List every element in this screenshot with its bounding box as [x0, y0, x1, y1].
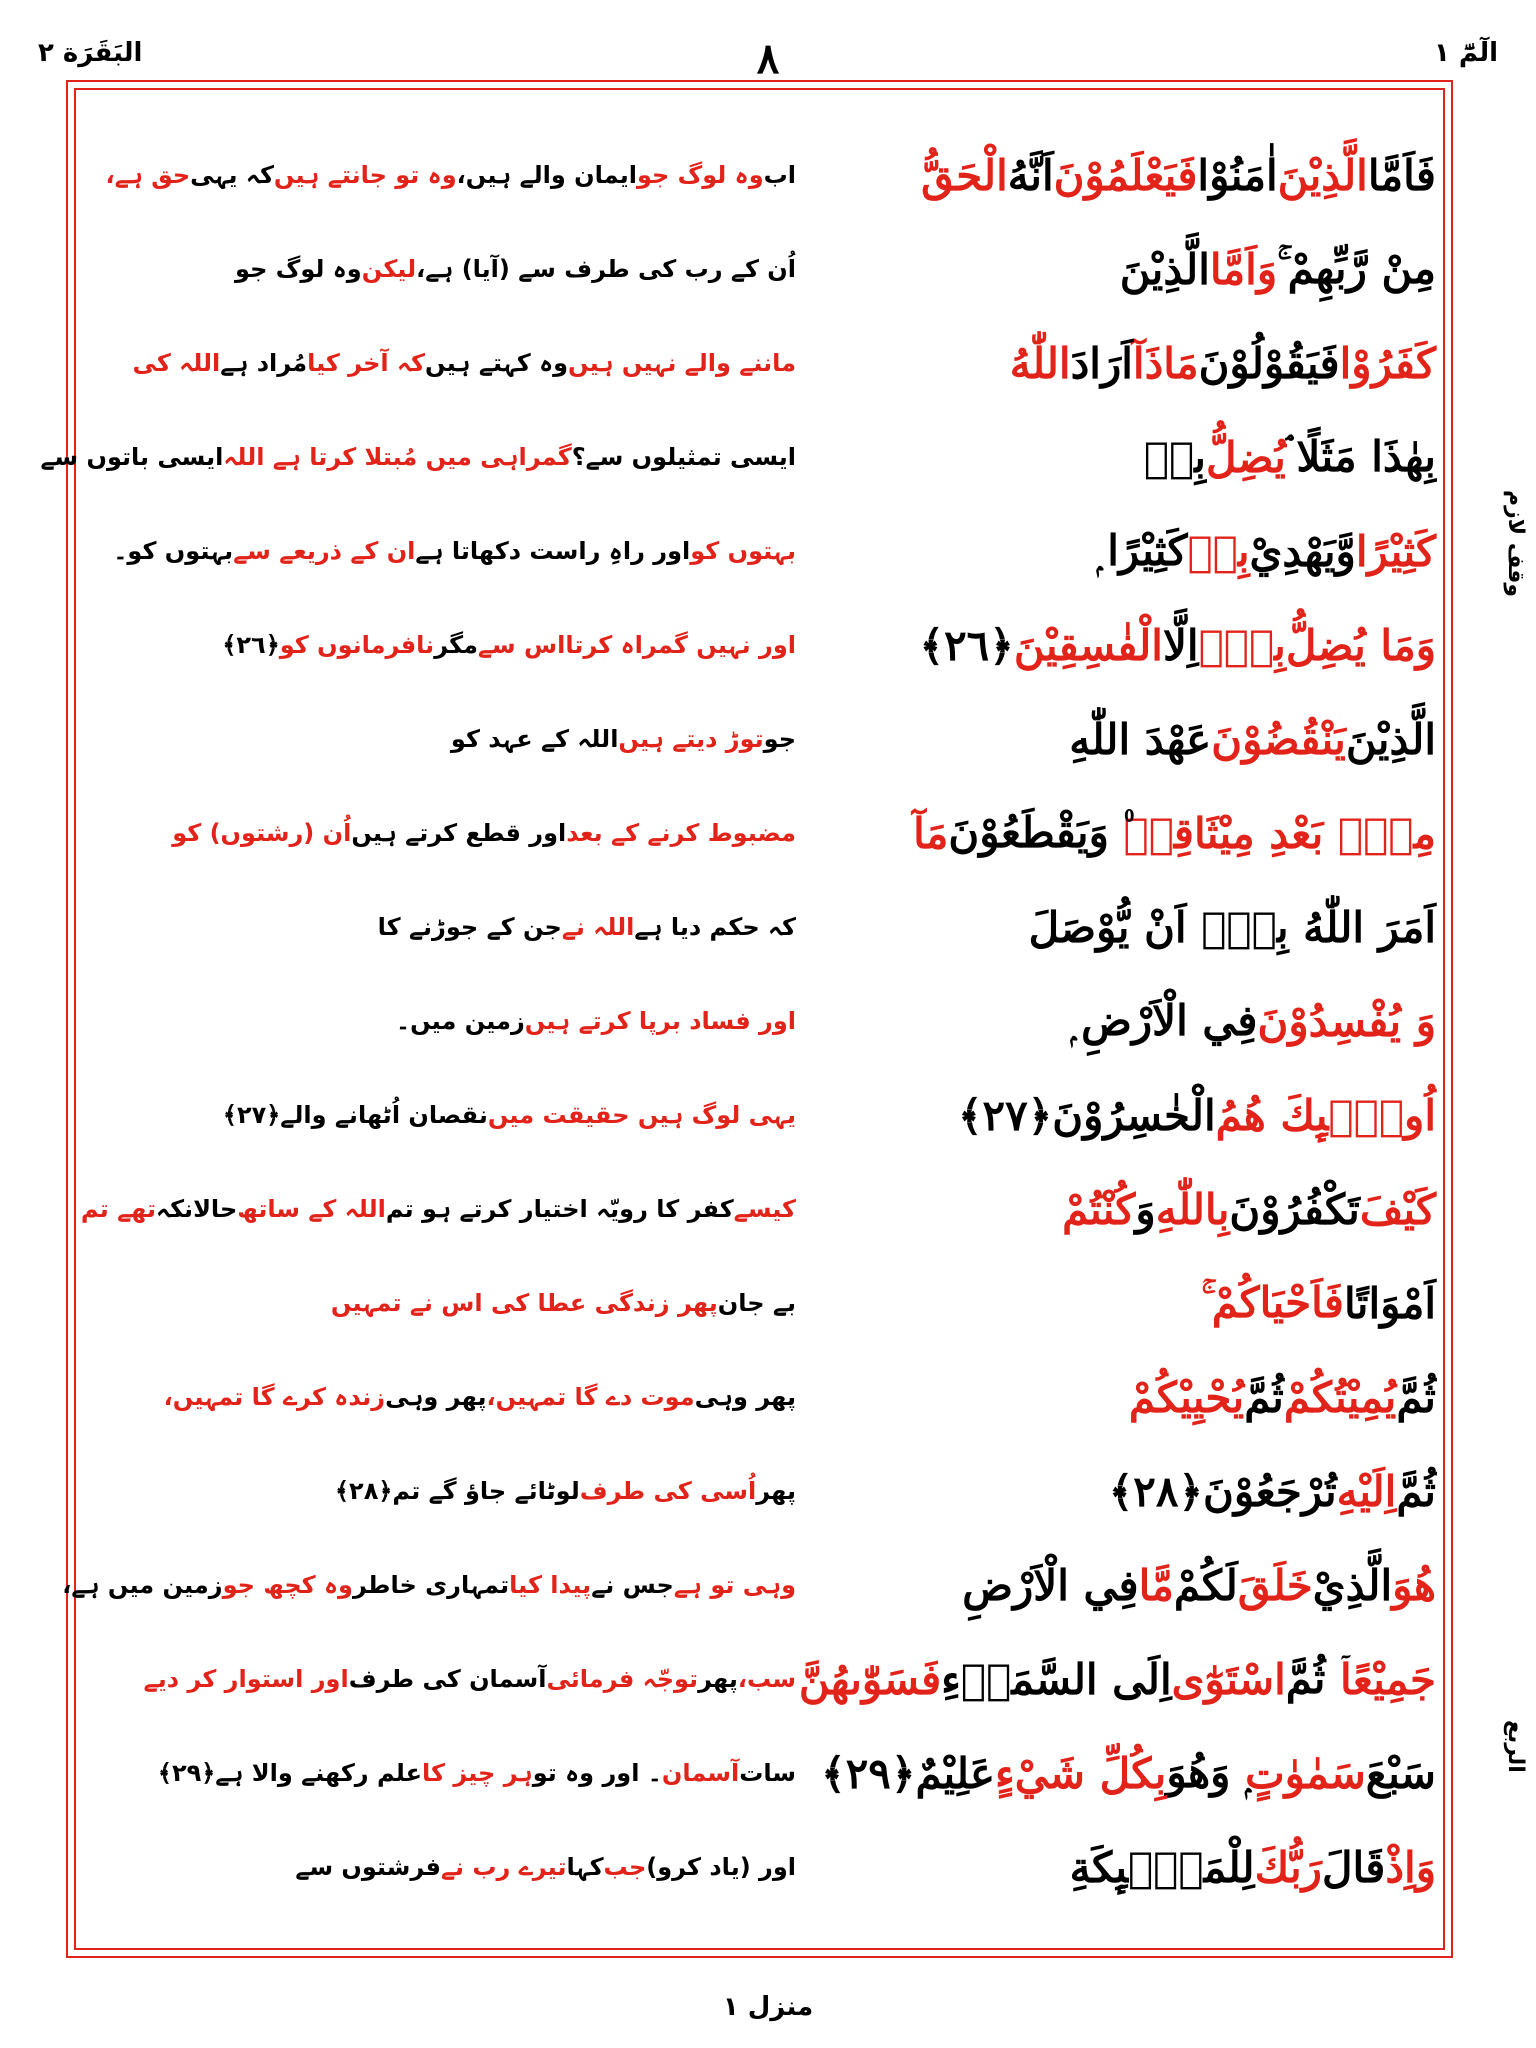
- text-segment: وہ تو جانتے ہیں: [273, 161, 457, 189]
- text-segment: اللہ کے ساتھ: [237, 1195, 386, 1223]
- text-segment: وَاِذْ: [1385, 1842, 1436, 1892]
- arabic-line: [798, 1632, 1436, 1726]
- text-segment: ۤ ثُمَّ: [1285, 1654, 1341, 1703]
- text-segment: كُنْتُمْ: [1062, 1184, 1136, 1234]
- text-segment: ۔ اور وہ تو: [532, 1759, 662, 1787]
- text-segment: عَهْدَ اللّٰهِ: [1069, 714, 1212, 764]
- text-segment: مگر: [434, 631, 478, 659]
- text-segment: الْخٰسِرُوْنَ: [1052, 1090, 1216, 1140]
- arabic-line: [836, 974, 1436, 1068]
- text-segment: ایسی تمثیلوں سے؟: [571, 443, 796, 471]
- text-segment: توجّہ فرمائی: [546, 1665, 699, 1693]
- text-segment: كَثِيْرًا ۭ: [1096, 526, 1188, 575]
- urdu-translation-column: [40, 128, 796, 1914]
- text-segment: کفر کا رویّہ اختیار کرتے ہو تم: [385, 1195, 734, 1223]
- urdu-line: [96, 128, 796, 222]
- text-segment: وہ کچھ جو: [222, 1571, 353, 1599]
- urdu-line: [96, 1068, 796, 1162]
- text-segment: لیکن: [361, 255, 417, 283]
- footer-manzil: منزل ١: [722, 1992, 814, 2022]
- arabic-line: [836, 410, 1436, 504]
- text-segment: کہ یہی: [190, 161, 274, 189]
- text-segment: وَاَمَّا: [1209, 244, 1278, 294]
- text-segment: وہ لوگ جو: [636, 161, 764, 189]
- text-segment: وہ لوگ جو: [235, 255, 362, 283]
- text-segment: تھے تم: [80, 1195, 157, 1223]
- text-segment: جو: [763, 725, 796, 753]
- text-segment: وہی تو ہے: [673, 1571, 796, 1599]
- text-segment: وَ: [1135, 1184, 1156, 1234]
- urdu-line: [96, 1820, 796, 1914]
- text-segment: ﴿٢٩﴾: [821, 1748, 916, 1798]
- text-segment: فِي الْاَرْضِ: [962, 1560, 1139, 1610]
- text-segment: تُرْجَعُوْنَ: [1203, 1466, 1337, 1516]
- arabic-text-column: [798, 128, 1436, 1914]
- text-segment: پھر وہی: [694, 1383, 796, 1411]
- text-segment: سب،: [737, 1665, 796, 1693]
- text-segment: ﴿٢٧﴾: [957, 1090, 1053, 1140]
- text-segment: الْحَقُّ: [921, 150, 1008, 200]
- text-segment: جس نے: [591, 1571, 674, 1599]
- text-segment: اِلَّا: [1162, 620, 1199, 670]
- margin-note-waqf: وقف لازم: [1503, 490, 1528, 598]
- text-segment: لَكُمْ: [1173, 1560, 1238, 1610]
- text-segment: ثُمَّ: [1396, 1372, 1436, 1422]
- text-segment: كَيْفَ: [1359, 1184, 1436, 1234]
- text-segment: اور استوار کر دیے: [143, 1665, 349, 1693]
- text-segment: کہ آخر کیا: [307, 349, 426, 377]
- arabic-line: [836, 786, 1436, 880]
- text-segment: وَّيَهْدِيْ: [1249, 526, 1356, 576]
- urdu-line: [40, 410, 796, 504]
- text-segment: بہتوں کو۔: [113, 537, 234, 565]
- text-segment: مَآ: [913, 808, 949, 858]
- text-segment: فِي الْاَرْضِ ۭ: [1070, 996, 1258, 1045]
- text-segment: هُوَ: [1392, 1560, 1436, 1610]
- text-segment: الْفٰسِقِيْنَ: [1013, 620, 1163, 670]
- text-segment: الَّذِيْنَ: [1119, 244, 1210, 294]
- text-segment: اللہ کے عہد کو: [450, 725, 619, 753]
- text-segment: ماننے والے نہیں ہیں: [568, 349, 796, 377]
- arabic-line: [836, 1162, 1436, 1256]
- text-segment: اُن کے رب کی طرف سے (آیا) ہے،: [416, 255, 796, 283]
- text-segment: اَمْوَاتًا: [1343, 1278, 1436, 1328]
- text-segment: رَبُّكَ: [1254, 1842, 1322, 1892]
- urdu-line: [96, 1726, 796, 1820]
- text-segment: ثُمَّ: [1396, 1466, 1436, 1516]
- text-segment: فَيَقُوْلُوْنَ: [1198, 338, 1340, 388]
- text-segment: جب: [603, 1853, 647, 1881]
- text-segment: اور فساد برپا کرتے ہیں: [524, 1007, 796, 1035]
- urdu-line: [96, 1632, 796, 1726]
- text-segment: پھر: [698, 1665, 738, 1693]
- text-segment: حق ہے،: [105, 161, 191, 189]
- text-segment: پھر: [756, 1477, 796, 1505]
- urdu-line: [80, 1162, 796, 1256]
- text-segment: ﴿٢٦﴾: [222, 631, 280, 659]
- header-surah-name: البَقَرَة ٢: [38, 38, 143, 68]
- text-segment: مضبوط کرنے کے بعد: [566, 819, 796, 847]
- text-segment: اس سے: [477, 631, 566, 659]
- text-segment: لِلْمَلٰۗىِٕكَةِ: [1069, 1842, 1255, 1892]
- text-segment: آسمان: [661, 1759, 740, 1787]
- text-segment: بِاللّٰهِ: [1155, 1184, 1230, 1234]
- text-segment: نقصان اُٹھانے والے: [280, 1101, 488, 1129]
- text-segment: پھر زندگی عطا کی اس نے تمہیں: [330, 1289, 718, 1317]
- text-segment: يُحْيِيْكُمْ: [1128, 1372, 1245, 1422]
- text-segment: جَمِيْعًا: [1340, 1654, 1436, 1704]
- text-segment: عَلِيْمٌ: [915, 1748, 996, 1798]
- text-segment: بے جان: [717, 1289, 796, 1317]
- text-segment: فَاَحْيَاكُمْ ۚ: [1201, 1278, 1344, 1327]
- text-segment: فرشتوں سے: [295, 1853, 441, 1881]
- text-segment: ایسی باتوں سے: [40, 443, 224, 471]
- arabic-line: [836, 692, 1436, 786]
- text-segment: فَاَمَّا: [1367, 150, 1436, 200]
- text-segment: الَّذِيْنَ: [1345, 714, 1436, 764]
- arabic-line: [836, 128, 1436, 222]
- text-segment: اَنَّهُ: [1007, 150, 1054, 200]
- text-segment: بِكُلِّ شَيْءٍ: [995, 1748, 1167, 1798]
- text-segment: گمراہی میں مُبتلا کرتا ہے اللہ: [223, 443, 572, 471]
- urdu-line: [96, 974, 796, 1068]
- text-segment: وَ يُفْسِدُوْنَ: [1257, 996, 1436, 1046]
- urdu-line: [96, 598, 796, 692]
- text-segment: حالانکہ: [156, 1195, 238, 1223]
- text-segment: تیرے رب نے: [440, 1853, 567, 1881]
- text-segment: پیدا کیا: [509, 1571, 592, 1599]
- arabic-line: [836, 1068, 1436, 1162]
- arabic-line: [836, 598, 1436, 692]
- text-segment: كَفَرُوْا: [1339, 338, 1436, 388]
- text-segment: ﴿٢٦﴾: [919, 620, 1014, 670]
- urdu-line: [96, 222, 796, 316]
- text-segment: کیسے: [733, 1195, 796, 1223]
- text-segment: الَّذِيْ: [1312, 1560, 1393, 1610]
- text-segment: لوٹائے جاؤ گے تم: [392, 1477, 580, 1505]
- text-segment: اللّٰهُ: [1009, 338, 1071, 388]
- text-segment: اور (یاد کرو): [646, 1853, 796, 1881]
- text-segment: وَمَا يُضِلُّ: [1285, 620, 1436, 670]
- arabic-line: [836, 1538, 1436, 1632]
- text-segment: ۠ وَيَقْطَعُوْنَ: [948, 808, 1124, 857]
- arabic-line: [821, 1726, 1436, 1820]
- arabic-line: [836, 1820, 1436, 1914]
- text-segment: پھر وہی: [385, 1383, 487, 1411]
- text-segment: اَمَرَ اللّٰهُ بِهٖٓ اَنْ يُّوْصَلَ: [1028, 902, 1436, 952]
- text-segment: زمین میں ہے،: [62, 1571, 223, 1599]
- text-segment: ہر چیز کا: [422, 1759, 533, 1787]
- text-segment: يُمِيْتُكُمْ: [1283, 1372, 1397, 1422]
- text-segment: بِهٖ: [1187, 526, 1250, 576]
- text-segment: بہتوں کو: [690, 537, 796, 565]
- text-segment: اب: [763, 161, 796, 189]
- text-segment: ایمان والے ہیں،: [456, 161, 637, 189]
- text-segment: زمین میں۔: [396, 1007, 525, 1035]
- arabic-line: [836, 1444, 1436, 1538]
- text-segment: ثُمَّ: [1244, 1372, 1284, 1422]
- text-segment: اور راہِ راست دکھاتا ہے: [415, 537, 691, 565]
- urdu-line: [96, 692, 796, 786]
- text-segment: مَاذَآ: [1132, 338, 1199, 388]
- arabic-line: [836, 880, 1436, 974]
- urdu-line: [96, 786, 796, 880]
- text-segment: ﴿٢٩﴾: [157, 1759, 216, 1787]
- text-segment: فَيَعْلَمُوْنَ: [1053, 150, 1198, 200]
- text-segment: اٰمَنُوْا: [1197, 150, 1278, 200]
- arabic-line: [836, 504, 1436, 598]
- text-segment: توڑ دیتے ہیں: [618, 725, 764, 753]
- urdu-line: [96, 1256, 796, 1350]
- text-segment: اللہ کی: [132, 349, 221, 377]
- text-segment: اُولٰۗىِٕكَ هُمُ: [1215, 1090, 1436, 1140]
- text-segment: علم رکھنے والا ہے: [215, 1759, 422, 1787]
- text-segment: موت دے گا تمہیں،: [486, 1383, 695, 1411]
- text-segment: سَبْعَ: [1365, 1748, 1436, 1798]
- arabic-line: [836, 316, 1436, 410]
- text-segment: مُراد ہے: [220, 349, 308, 377]
- text-segment: نافرمانوں کو: [279, 631, 435, 659]
- urdu-line: [62, 1538, 796, 1632]
- text-segment: ﴿٢٨﴾: [1108, 1466, 1204, 1516]
- text-segment: اللہ نے: [561, 913, 635, 941]
- text-segment: فَسَوّٰىھُنَّ: [798, 1654, 942, 1704]
- text-segment: بِهٖٓ: [1198, 620, 1286, 670]
- text-segment: مَّا: [1138, 1560, 1174, 1610]
- text-segment: اور قطع کرتے ہیں: [351, 819, 567, 847]
- text-segment: مِنْ رَّبِّهِمْ ۚ: [1277, 244, 1436, 293]
- text-segment: یہی لوگ ہیں حقیقت میں: [487, 1101, 796, 1129]
- arabic-line: [836, 222, 1436, 316]
- text-segment: اور نہیں گمراہ کرتا: [565, 631, 796, 659]
- urdu-line: [96, 316, 796, 410]
- text-segment: الَّذِيْنَ: [1277, 150, 1368, 200]
- header-surah-juz: الٓمّٓ ١: [1434, 38, 1498, 68]
- text-segment: اِلَيْهِ: [1336, 1466, 1397, 1516]
- text-segment: سات: [739, 1759, 796, 1787]
- text-segment: تَكْفُرُوْنَ: [1229, 1184, 1360, 1234]
- text-segment: اَرَادَ: [1070, 338, 1133, 388]
- arabic-line: [836, 1256, 1436, 1350]
- text-segment: اسْتَوٰٓى: [1171, 1654, 1286, 1704]
- urdu-line: [96, 1350, 796, 1444]
- text-segment: مِنْۢ بَعْدِ مِيْثَاقِهٖ: [1123, 808, 1436, 858]
- text-segment: يَنْقُضُوْنَ: [1211, 714, 1346, 764]
- text-segment: اُسی کی طرف: [579, 1477, 757, 1505]
- text-segment: ﴿٢٨﴾: [334, 1477, 393, 1505]
- text-segment: بِهٰذَا مَثَلًا ۘ: [1285, 432, 1436, 481]
- text-segment: كَثِيْرًا: [1355, 526, 1436, 576]
- text-segment: ﴿٢٧﴾: [222, 1101, 281, 1129]
- text-segment: زندہ کرے گا تمہیں،: [163, 1383, 386, 1411]
- text-segment: اُن (رشتوں) کو: [172, 819, 352, 847]
- urdu-line: [96, 880, 796, 974]
- text-segment: قَالَ: [1321, 1842, 1386, 1892]
- text-segment: وہ کہتے ہیں: [425, 349, 569, 377]
- text-segment: کہا: [566, 1853, 604, 1881]
- text-segment: بِهٖ: [1143, 432, 1206, 482]
- text-segment: ان کے ذریعے سے: [233, 537, 416, 565]
- text-segment: تمہاری خاطر: [352, 1571, 510, 1599]
- text-segment: خَلَقَ: [1237, 1560, 1313, 1610]
- page-number: ٨: [756, 34, 780, 83]
- urdu-line: [96, 504, 796, 598]
- text-segment: سَمٰوٰتٍ: [1245, 1748, 1366, 1798]
- arabic-line: [836, 1350, 1436, 1444]
- text-segment: جن کے جوڑنے کا: [377, 913, 562, 941]
- text-segment: يُضِلُّ: [1205, 432, 1286, 482]
- urdu-line: [96, 1444, 796, 1538]
- margin-note-ruku: الربع: [1503, 1720, 1528, 1773]
- text-segment: کہ حکم دیا ہے: [634, 913, 796, 941]
- text-segment: آسمان کی طرف: [348, 1665, 547, 1693]
- text-segment: اِلَى السَّمَاۗءِ: [941, 1654, 1172, 1704]
- text-segment: ۭ وَھُوَ: [1166, 1748, 1246, 1797]
